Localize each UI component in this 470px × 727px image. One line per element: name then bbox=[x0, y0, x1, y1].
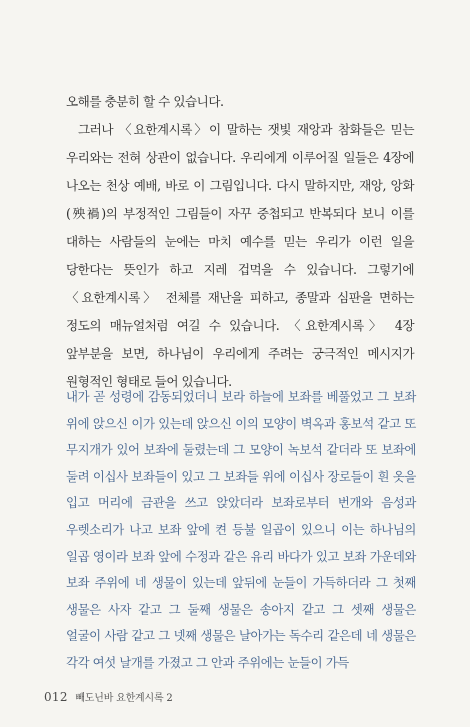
quote-text: 내가 곧 성령에 감동되었더니 보라 하늘에 보좌를 베풀었고 그 보좌 위에 앉으신 이가 있는데 앉으신 이의 모양이 벽옥과 홍보석 같고 또 무지개가 있어 보좌에 둘렸는데 그 모양이 녹보석 같더라 또 보좌에 둘려 이십사 보좌들이 있고 그 보좌들 위에 이십사 장로들이 흰 옷을 입고 머리에 금관을 쓰고 앉았더라 보좌로부터 번개와 음성과 우렛소리가 나고 보좌 앞에 켠 등불 일곱이 있으니 이는 하나님의 일곱 영이라 보좌 앞에 수정과 같은 유리 바다가 있고 보좌 가운데와 보좌 주위에 네 생물이 있는데 앞뒤에 눈들이 가득하더라 그 첫째 생물은 사자 같고 그 둘째 생물은 송아지 같고 그 셋째 생물은 얼굴이 사람 같고 그 넷째 생물은 날아가는 독수리 같은데 네 생물은 각각 여섯 날개를 가졌고 그 안과 주위에는 눈들이 가득 bbox=[66, 389, 416, 670]
page-number: 012 bbox=[44, 690, 68, 704]
paragraph-continuation: 오해를 충분히 할 수 있습니다. bbox=[66, 94, 224, 109]
scripture-quote bbox=[66, 384, 416, 677]
paragraph: 그러나 〈요한계시록〉이 말하는 잿빛 재앙과 참화들은 믿는 우리와는 전혀 상관이 없습니다. 우리에게 이루어질 일들은 4장에 나오는 천상 예배, 바로 이 그림입니다. 다시 말하지만, 재앙, 앙화(殃禍)의 부정적인 그림들이 자꾸 중첩되고 반복되다 보니 이를 대하는 사람들의 눈에는 마치 예수를 믿는 우리가 이런 일을 당한다는 뜻인가 하고 지레 겁먹을 수 있습니다. 그렇기에 〈요한계시록〉 전체를 재난을 피하고, 종말과 심판을 면하는 정도의 매뉴얼처럼 여길 수 있습니다. 〈요한계시록〉 4장 앞부분을 보면, 하나님이 우리에게 주려는 궁극적인 메시지가 원형적인 형태로 들어 있습니다. bbox=[66, 122, 414, 389]
page-footer bbox=[44, 689, 173, 704]
body-text bbox=[66, 88, 414, 396]
book-title: 빼도닌바 요한계시록 2 bbox=[75, 693, 173, 704]
